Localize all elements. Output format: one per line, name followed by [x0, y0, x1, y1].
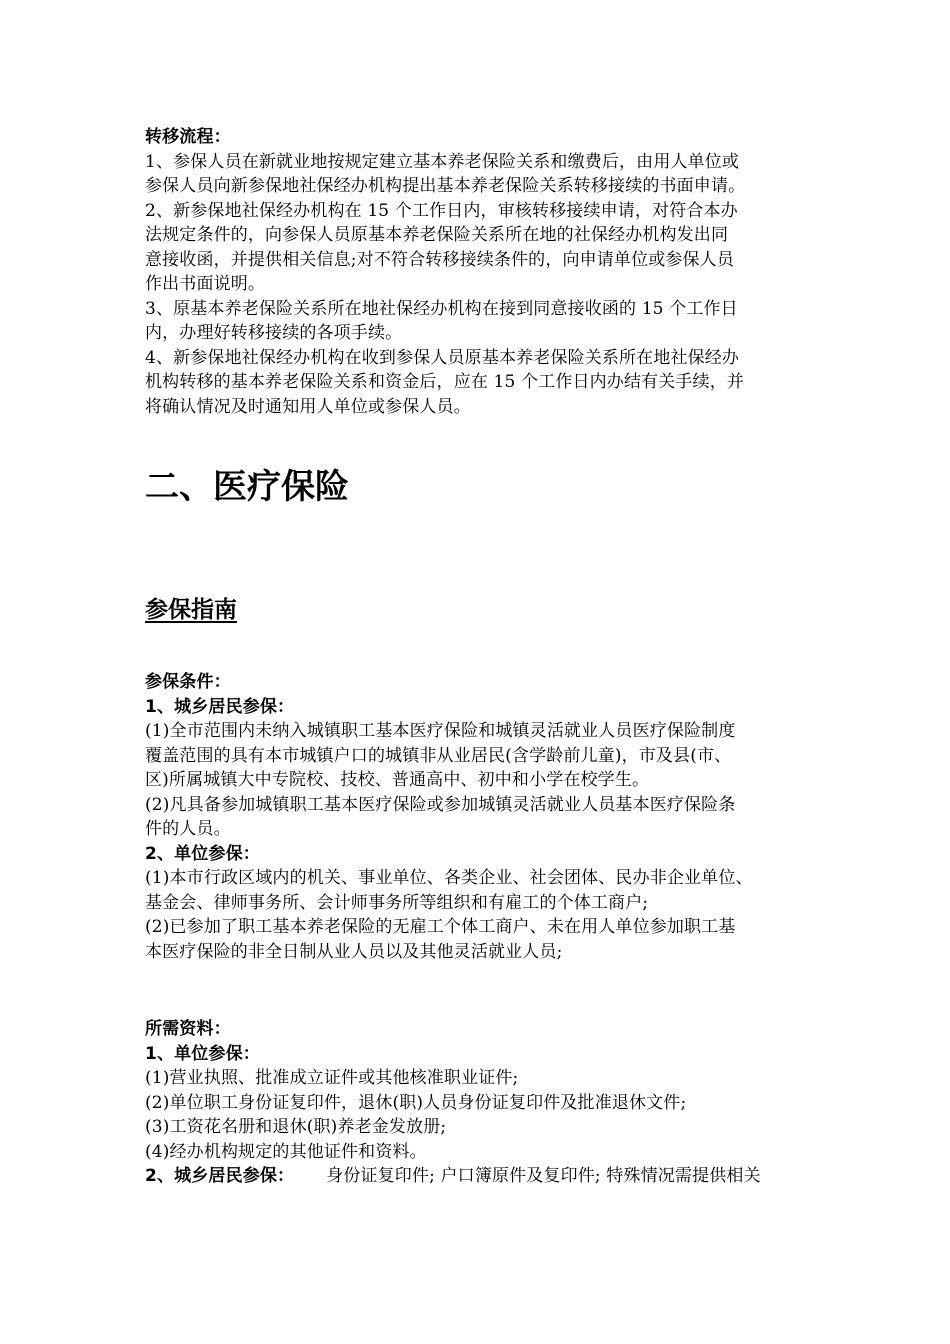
- transfer-heading: 转移流程：: [145, 127, 231, 147]
- paragraph-line: 3、原基本养老保险关系所在地社保经办机构在接到同意接收函的 15 个工作日: [145, 298, 738, 319]
- list-item: (4)经办机构规定的其他证件和资料。: [145, 1141, 427, 1162]
- paragraph-line: 基金会、律师事务所、会计师事务所等组织和有雇工的个体工商户;: [145, 892, 649, 913]
- paragraph-line: 4、新参保地社保经办机构在收到参保人员原基本养老保险关系所在地社保经办: [145, 347, 740, 368]
- paragraph-line: 将确认情况及时通知用人单位或参保人员。: [145, 396, 471, 417]
- conditions-subheading-unit: 2、单位参保：: [145, 843, 260, 864]
- conditions-section: [145, 670, 815, 964]
- paragraph-line: 作出书面说明。: [145, 274, 266, 294]
- paragraph-line: (2)已参加了职工基本养老保险的无雇工个体工商户、未在用人单位参加职工基: [145, 917, 736, 937]
- paragraph-line: (1)全市范围内未纳入城镇职工基本医疗保险和城镇灵活就业人员医疗保险制度: [145, 721, 736, 741]
- list-item: (2)单位职工身份证复印件，退休(职)人员身份证复印件及批准退休文件;: [145, 1092, 687, 1113]
- conditions-heading: 参保条件：: [145, 672, 231, 692]
- list-item: (1)营业执照、批准成立证件或其他核准职业证件;: [145, 1068, 519, 1088]
- paragraph-line: 1、参保人员在新就业地按规定建立基本养老保险关系和缴费后，由用人单位或: [145, 151, 740, 172]
- paragraph-line: 参保人员向新参保地社保经办机构提出基本养老保险关系转移接续的书面申请。: [145, 176, 746, 196]
- paragraph-line: 2、新参保地社保经办机构在 15 个工作日内，审核转移接续申请，对符合本办: [145, 200, 738, 221]
- materials-subheading-residents: 2、城乡居民参保：: [145, 1166, 295, 1186]
- paragraph-line: 区)所属城镇大中专院校、技校、普通高中、初中和小学在校学生。: [145, 770, 650, 790]
- materials-residents-line: [145, 1164, 815, 1189]
- materials-heading: 所需资料：: [145, 1019, 231, 1039]
- list-item: (3)工资花名册和退休(职)养老金发放册;: [145, 1117, 447, 1137]
- paragraph-line: 内，办理好转移接续的各项手续。: [145, 323, 403, 343]
- paragraph-line: 覆盖范围的具有本市城镇户口的城镇非从业居民(含学龄前儿童)，市及县(市、: [145, 745, 732, 766]
- paragraph-line: 机构转移的基本养老保险关系和资金后，应在 15 个工作日内办结有关手续，并: [145, 372, 744, 392]
- paragraph-line: 件的人员。: [145, 819, 231, 839]
- guide-title: 参保指南: [145, 597, 237, 623]
- materials-subheading-unit: 1、单位参保：: [145, 1043, 260, 1064]
- paragraph-line: (1)本市行政区域内的机关、事业单位、各类企业、社会团体、民办非企业单位、: [145, 868, 753, 888]
- paragraph-line: 意接收函，并提供相关信息;对不符合转移接续条件的，向申请单位或参保人员: [145, 249, 734, 270]
- section-title: 二、医疗保险: [145, 467, 349, 507]
- paragraph-line: 本医疗保险的非全日制从业人员以及其他灵活就业人员;: [145, 941, 563, 962]
- materials-residents-text: 身份证复印件; 户口簿原件及复印件; 特殊情况需提供相关: [326, 1166, 761, 1186]
- materials-section: [145, 1017, 815, 1189]
- document-content: [145, 125, 815, 1189]
- transfer-section: [145, 125, 815, 419]
- paragraph-line: (2)凡具备参加城镇职工基本医疗保险或参加城镇灵活就业人员基本医疗保险条: [145, 794, 736, 815]
- paragraph-line: 法规定条件的，向参保人员原基本养老保险关系所在地的社保经办机构发出同: [145, 225, 729, 245]
- conditions-subheading-residents: 1、城乡居民参保：: [145, 696, 295, 717]
